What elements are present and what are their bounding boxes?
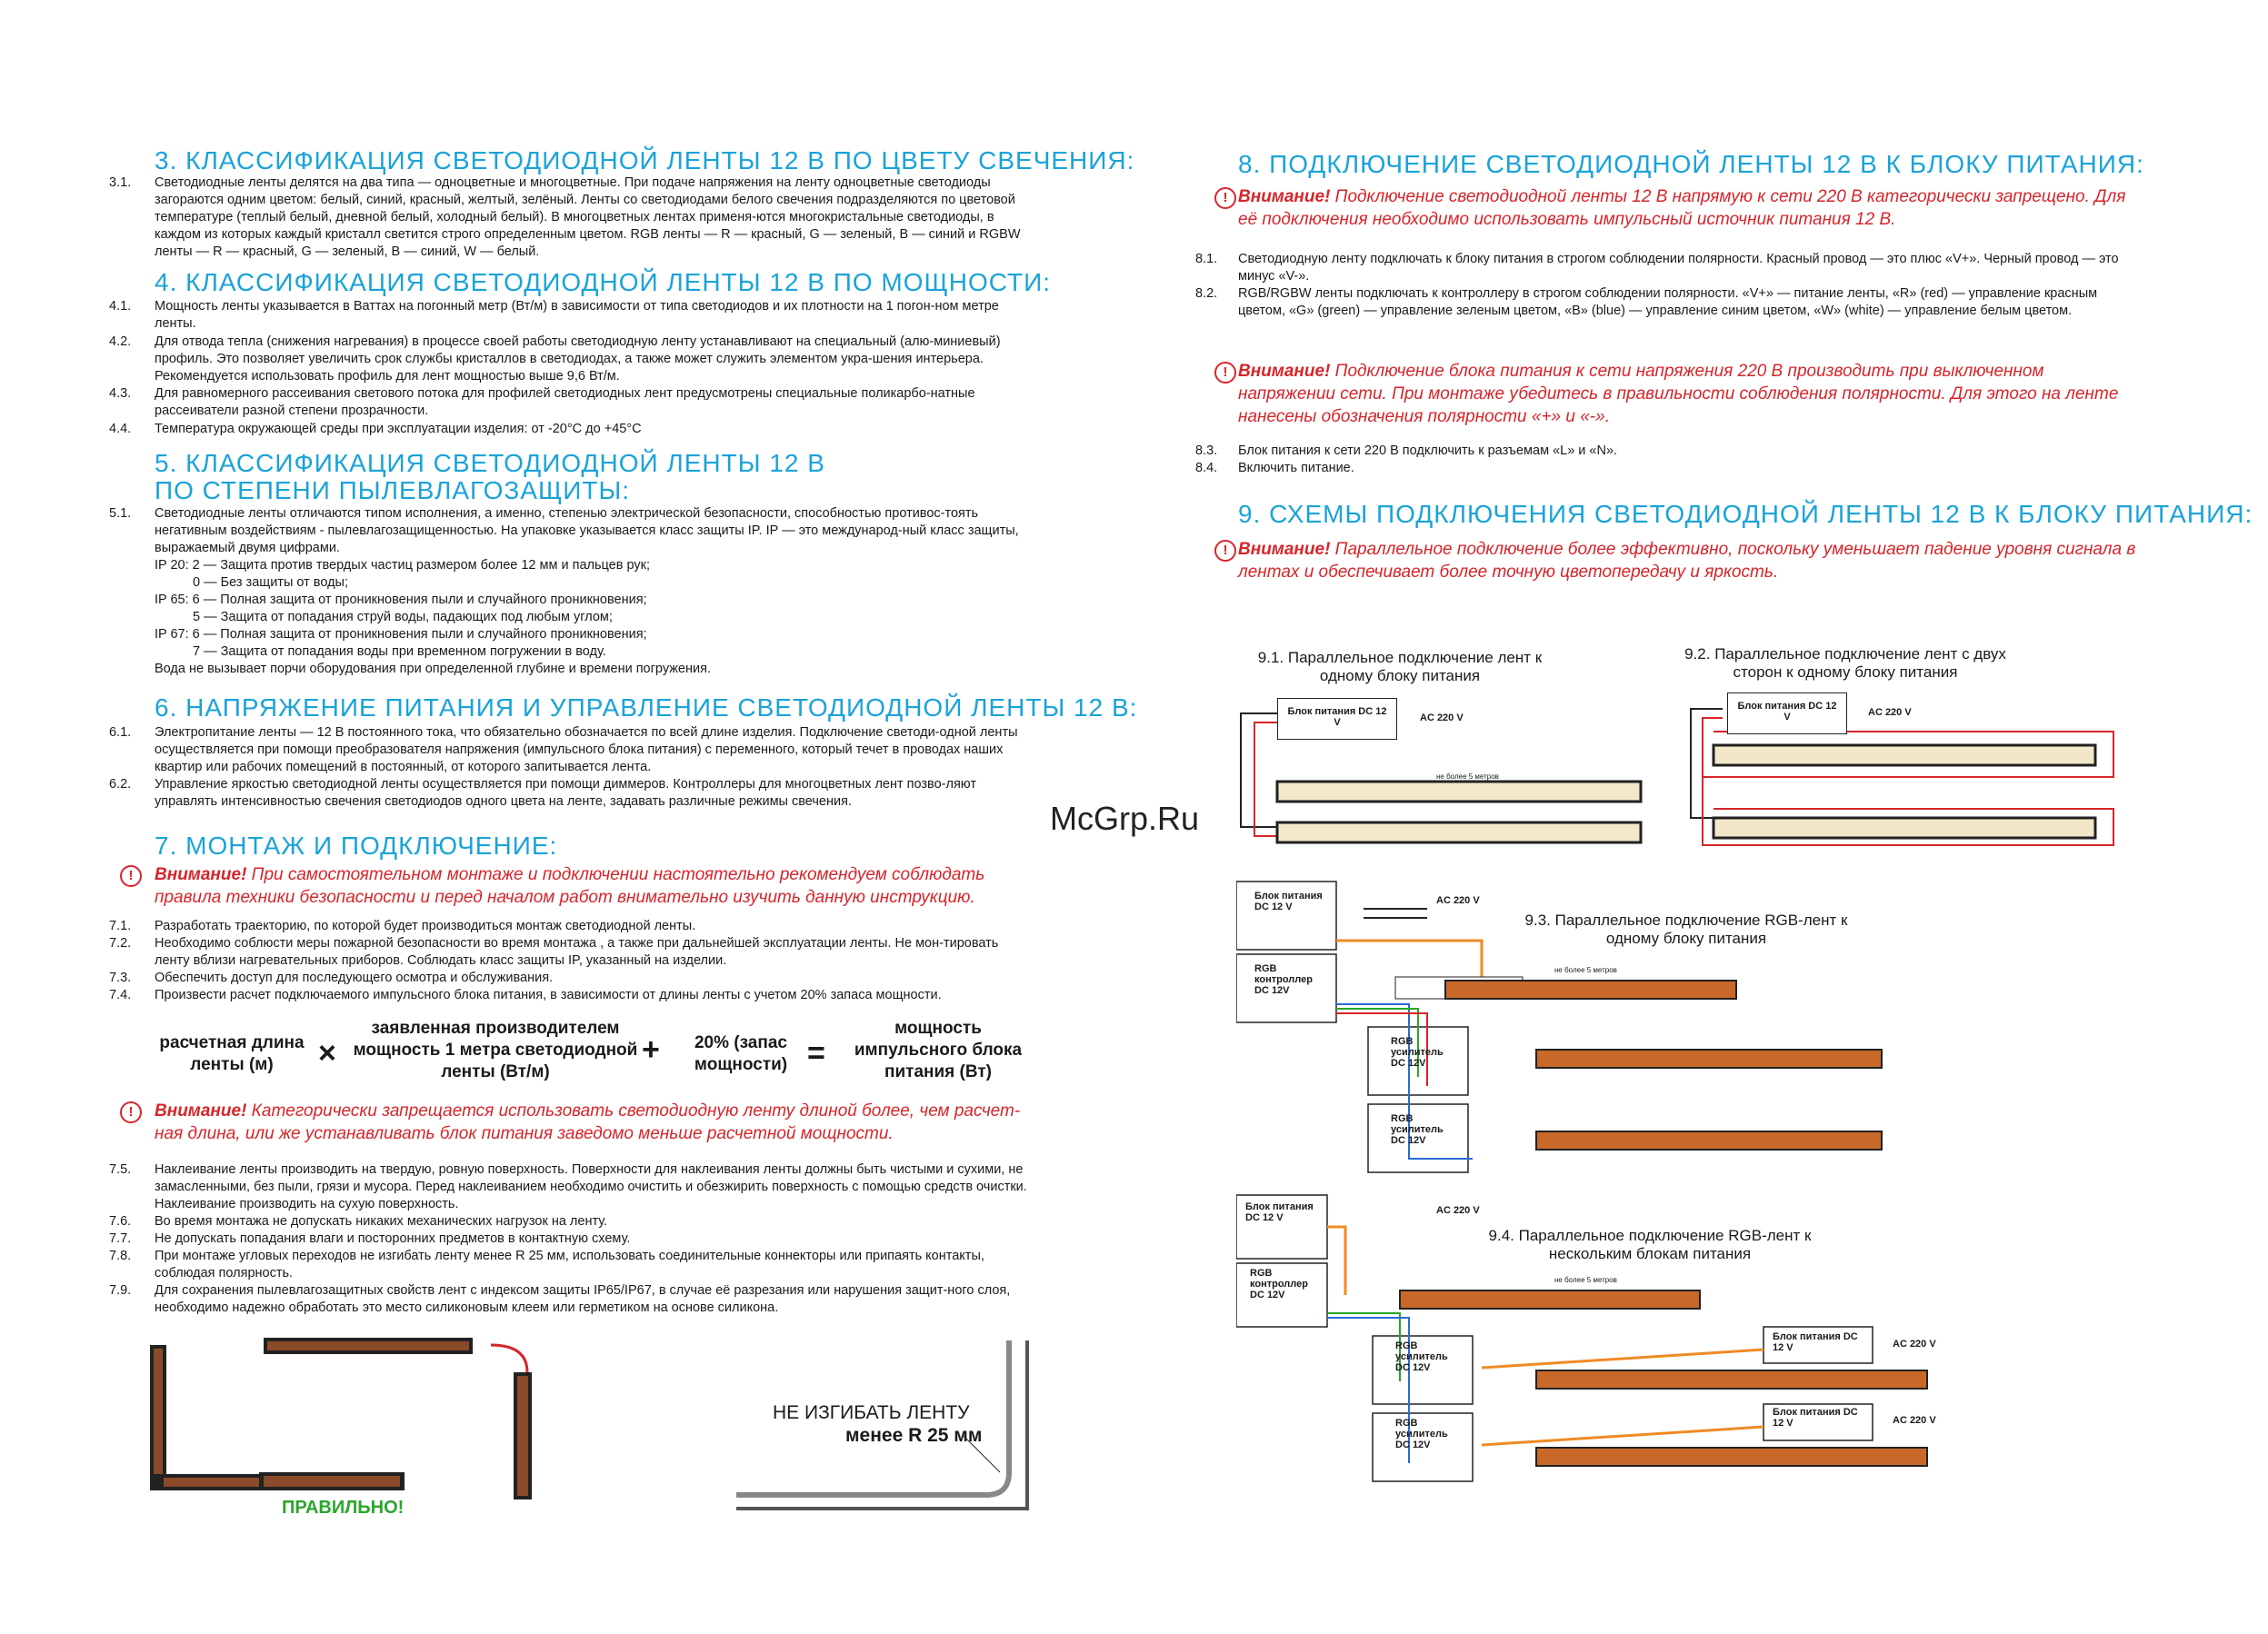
section8-title: 8. ПОДКЛЮЧЕНИЕ СВЕТОДИОДНОЙ ЛЕНТЫ 12 В К БЛОКУ ПИТАНИЯ:: [1238, 150, 2144, 178]
item-number: 3.1.: [109, 175, 132, 190]
item-number: 7.2.: [109, 936, 132, 951]
formula-equals: =: [807, 1036, 825, 1071]
item-number: 7.8.: [109, 1249, 132, 1263]
item-number: 4.1.: [109, 299, 132, 314]
paragraph: Светодиодную ленту подключать к блоку питания в строгом соблюдении полярности. Красный провод — это плюс «V+». Черный провод — это минус «V-».: [1238, 252, 2119, 284]
paragraph: Управление яркостью светодиодной ленты осуществляется при помощи диммеров. Контроллеры для многоцветных лент позво-ляют управлять интенсивностью свечения светодиодов одного цвета на ленте, задавать различные режимы свечения.: [155, 777, 976, 809]
diagram-9-4-caption: 9.4. Параллельное подключение RGB-лент к нескольким блокам питания: [1488, 1227, 1812, 1262]
warning-body: При самостоятельном монтаже и подключении настоятельно рекомендуем соблюдать правила техники безопасности и перед началом работ внимательно изучить данную инструкцию.: [155, 865, 985, 907]
amplifier-label: RGB усилитель DC 12V: [1391, 1113, 1444, 1146]
item-number: 5.1.: [109, 506, 132, 521]
item-number: 4.3.: [109, 386, 132, 401]
paragraph: Произвести расчет подключаемого импульсного блока питания, в зависимости от длины ленты с учетом 20% запаса мощности.: [155, 988, 942, 1002]
formula-result: мощность импульсного блока питания (Вт): [854, 1019, 1023, 1081]
max-length-label: не более 5 метров: [1436, 772, 1499, 781]
no-bend-line1: НЕ ИЗГИБАТЬ ЛЕНТУ: [773, 1402, 970, 1423]
formula-multiply: ×: [318, 1036, 336, 1071]
paragraph: Наклеивание ленты производить на твердую, ровную поверхность. Поверхности для наклеивания ленты должны быть чистыми и сухими, не замасленными, без пыли, грязи и мусора. Перед наклеиванием необходимо очистить и обезжирить поверхность с помощью средств очистки. Наклеивание производить на сухую поверхность.: [155, 1162, 1027, 1211]
warning-icon: !: [1214, 540, 1236, 562]
section9-title: 9. СХЕМЫ ПОДКЛЮЧЕНИЯ СВЕТОДИОДНОЙ ЛЕНТЫ 12 В К БЛОКУ ПИТАНИЯ:: [1238, 500, 2253, 528]
warning-label: Внимание!: [1238, 540, 1331, 559]
item-number: 7.9.: [109, 1283, 132, 1298]
formula-power: заявленная производителем мощность 1 метра светодиодной ленты (Вт/м): [353, 1019, 638, 1081]
controller-label: RGB контроллер DC 12V: [1254, 963, 1313, 996]
paragraph: Необходимо соблюсти меры пожарной безопасности во время монтажа , а также при дальнейшей эксплуатации ленты. Не мон-тировать ленту вблизи нагревательных приборов. Соблюдать класс защиты IP, указанный на изделии.: [155, 936, 999, 968]
ip-line: 0 — Без защиты от воды;: [193, 575, 349, 590]
section4-title: 4. КЛАССИФИКАЦИЯ СВЕТОДИОДНОЙ ЛЕНТЫ 12 В ПО МОЩНОСТИ:: [155, 268, 1052, 296]
psu-label: Блок питания DC 12 V: [1773, 1331, 1858, 1353]
warning-icon: !: [120, 865, 142, 887]
item-number: 4.2.: [109, 334, 132, 349]
psu-label: Блок питания DC 12 V: [1245, 1201, 1314, 1223]
ac-label: AC 220 V: [1436, 895, 1480, 906]
warning-body: Категорически запрещается использовать светодиодную ленту длиной более, чем расчет-ная длина, или же устанавливать блок питания заведомо меньше расчетной мощности.: [155, 1101, 1021, 1143]
paragraph: При монтаже угловых переходов не изгибать ленту менее R 25 мм, использовать соединительные коннекторы или припаять контакты, соблюдая полярность.: [155, 1249, 984, 1280]
paragraph: Для равномерного рассеивания светового потока для профилей светодиодных лент предусмотрены специальные поликарбо-натные рассеиватели разной степени прозрачности.: [155, 386, 975, 418]
warning-text: [1238, 185, 2138, 231]
item-number: 7.3.: [109, 971, 132, 985]
paragraph: Мощность ленты указывается в Ваттах на погонный метр (Вт/м) в зависимости от типа светодиодов и их плотности на 1 погон-ном метре ленты.: [155, 299, 999, 331]
item-number: 8.4.: [1195, 461, 1218, 475]
ip-line: IP 20: 2 — Защита против твердых частиц размером более 12 мм и пальцев рук;: [155, 558, 650, 573]
item-number: 7.4.: [109, 988, 132, 1002]
ac-label: AC 220 V: [1868, 707, 1912, 718]
paragraph: Для сохранения пылевлагозащитных свойств лент с индексом защиты IP65/IP67, в случае её разрезания или нарушения защит-ного слоя, необходимо надежно обработать это место силиконовым клеем или герметиком на основе силикона.: [155, 1283, 1011, 1315]
diagram-9-3: [1236, 877, 1891, 1177]
section6-title: 6. НАПРЯЖЕНИЕ ПИТАНИЯ И УПРАВЛЕНИЕ СВЕТОДИОДНОЙ ЛЕНТЫ 12 В:: [155, 693, 1138, 722]
warning-icon: !: [1214, 187, 1236, 209]
section5-title-line2: ПО СТЕПЕНИ ПЫЛЕВЛАГОЗАЩИТЫ:: [155, 476, 631, 504]
paragraph: Разработать траекторию, по которой будет производиться монтаж светодиодной ленты.: [155, 919, 696, 933]
ip-line: 7 — Защита от попадания воды при временном погружении в воду.: [193, 644, 606, 659]
ac-label: AC 220 V: [1893, 1415, 1936, 1426]
amplifier-label: RGB усилитель DC 12V: [1395, 1340, 1448, 1373]
ac-label: AC 220 V: [1420, 712, 1464, 723]
paragraph: Включить питание.: [1238, 461, 1354, 475]
psu-label: Блок питания DC 12 V: [1773, 1407, 1858, 1429]
warning-body: Параллельное подключение более эффективно, поскольку уменьшает падение уровня сигнала в лентах и обеспечивает более точную цветопередачу и яркость.: [1238, 540, 2136, 582]
watermark: McGrp.Ru: [1050, 800, 1200, 837]
no-bend-line2: менее R 25 мм: [845, 1425, 983, 1446]
warning-body: Подключение светодиодной ленты 12 В напрямую к сети 220 В категорически запрещено. Для её подключения необходимо использовать импульсный источник питания 12 В.: [1238, 187, 2126, 229]
diagram-9-3-caption: 9.3. Параллельное подключение RGB-лент к одному блоку питания: [1524, 912, 1848, 947]
item-number: 6.2.: [109, 777, 132, 792]
paragraph: Не допускать попадания влаги и посторонних предметов в контактную схему.: [155, 1231, 631, 1246]
item-number: 8.2.: [1195, 286, 1218, 301]
warning-text: [1238, 360, 2138, 428]
warning-body: Подключение блока питания к сети напряжения 220 В производить при выключенном напряжении сети. При монтаже убедитесь в правильности соблюдения полярности. Для этого на ленте нанесены обозначения полярности «+» и «-».: [1238, 362, 2119, 426]
warning-label: Внимание!: [1238, 362, 1331, 381]
psu-label: Блок питания DC 12 V: [1737, 701, 1837, 722]
paragraph: RGB/RGBW ленты подключать к контроллеру в строгом соблюдении полярности. «V+» — питание ленты, «R» (red) — управление красным цветом, «G» (green) — управление зеленым цветом, «B» (blue) — управление синим цветом, «W» (white) — управление белым цветом.: [1238, 286, 2098, 318]
ip-line: IP 67: 6 — Полная защита от проникновения пыли и случайного проникновения;: [155, 627, 647, 642]
psu-label: Блок питания DC 12 V: [1287, 706, 1387, 728]
item-number: 8.3.: [1195, 443, 1218, 458]
warning-label: Внимание!: [155, 1101, 247, 1121]
psu-box: [1727, 692, 1847, 734]
item-number: 4.4.: [109, 422, 132, 436]
paragraph: Обеспечить доступ для последующего осмотра и обслуживания.: [155, 971, 554, 985]
max-length-label: не более 5 метров: [1554, 966, 1617, 974]
item-number: 7.6.: [109, 1214, 132, 1229]
warning-label: Внимание!: [155, 865, 247, 884]
paragraph: Во время монтажа не допускать никаких механических нагрузок на ленту.: [155, 1214, 608, 1229]
warning-text: [1238, 538, 2138, 583]
section3-title: 3. КЛАССИФИКАЦИЯ СВЕТОДИОДНОЙ ЛЕНТЫ 12 В ПО ЦВЕТУ СВЕЧЕНИЯ:: [155, 146, 1135, 174]
max-length-label: не более 5 метров: [1554, 1276, 1617, 1284]
paragraph: Электропитание ленты — 12 В постоянного тока, что обязательно обозначается по всей длине изделия. Подключение светоди-одной ленты осуществляется при помощи преобразователя напряжения (импульсного блока питания) с переменного, который течет в проводах наших квартир или рабочих помещений в постоянный, от которого запитывается лента.: [155, 725, 1018, 774]
ac-label: AC 220 V: [1436, 1205, 1480, 1216]
correct-label: ПРАВИЛЬНО!: [282, 1498, 405, 1518]
controller-label: RGB контроллер DC 12V: [1250, 1268, 1308, 1300]
ac-label: AC 220 V: [1893, 1339, 1936, 1350]
ip-line: 5 — Защита от попадания струй воды, падающих под любым углом;: [193, 610, 613, 624]
warning-text: [155, 1100, 1027, 1145]
paragraph: Светодиодные ленты делятся на два типа — одноцветные и многоцветные. При подаче напряжения на ленту одноцветные светодиоды загораются одним цветом: белый, синий, красный, желтый, зелёный. Ленты со светодиодами белого свечения подразделяются по цветовой температуре (теплый белый, дневной белый, холодный белый). В многоцветных лентах применя-ются многокристальные светодиоды, в каждом из которых каждый кристалл светится строго определенным цветом. RGB ленты — R — красный, G — зеленый, B — синий и RGBW ленты — R — красный, G — зеленый, B — синий, W — белый.: [155, 175, 1021, 259]
amplifier-label: RGB усилитель DC 12V: [1391, 1036, 1444, 1069]
section7-title: 7. МОНТАЖ И ПОДКЛЮЧЕНИЕ:: [155, 832, 558, 860]
psu-box: [1277, 698, 1397, 740]
paragraph: Блок питания к сети 220 В подключить к разъемам «L» и «N».: [1238, 443, 1618, 458]
formula-length: расчетная длина ленты (м): [159, 1033, 305, 1074]
diagram-9-1-caption: 9.1. Параллельное подключение лент к одному блоку питания: [1257, 649, 1543, 684]
warning-label: Внимание!: [1238, 187, 1331, 206]
ip-line: IP 65: 6 — Полная защита от проникновения пыли и случайного проникновения;: [155, 593, 647, 607]
paragraph: Для отвода тепла (снижения нагревания) в процессе своей работы светодиодную ленту устанавливают на специальный (алю-миниевый) профиль. Это позволяет увеличить срок службы кристаллов в светодиодах, а также может служить элементом укра-шения интерьера. Рекомендуется использовать профиль для лент мощностью выше 9,6 Вт/м.: [155, 334, 1001, 384]
paragraph: Светодиодные ленты отличаются типом исполнения, а именно, степенью электрической безопасности, способностью противос-тоять негативным воздействиям - пылевлагозащищенностью. На упаковке указывается класс защиты IP. IP — это международ-ный класс защиты, выражаемый двумя цифрами.: [155, 506, 1019, 555]
warning-icon: !: [1214, 362, 1236, 384]
formula-reserve: 20% (запас мощности): [694, 1033, 788, 1074]
item-number: 6.1.: [109, 725, 132, 740]
diagram-9-2-caption: 9.2. Параллельное подключение лент с двух сторон к одному блоку питания: [1684, 645, 2006, 681]
item-number: 7.5.: [109, 1162, 132, 1177]
warning-icon: !: [120, 1101, 142, 1123]
paragraph: Температура окружающей среды при эксплуатации изделия: от -20°С до +45°С: [155, 422, 642, 436]
ip-line: Вода не вызывает порчи оборудования при определенной глубине и времени погружения.: [155, 662, 711, 676]
formula-plus: +: [642, 1032, 660, 1067]
warning-text: [155, 863, 1027, 909]
section5-title-line1: 5. КЛАССИФИКАЦИЯ СВЕТОДИОДНОЙ ЛЕНТЫ 12 В: [155, 449, 825, 477]
amplifier-label: RGB усилитель DC 12V: [1395, 1418, 1448, 1450]
psu-label: Блок питания DC 12 V: [1254, 891, 1323, 912]
item-number: 8.1.: [1195, 252, 1218, 266]
item-number: 7.1.: [109, 919, 132, 933]
item-number: 7.7.: [109, 1231, 132, 1246]
